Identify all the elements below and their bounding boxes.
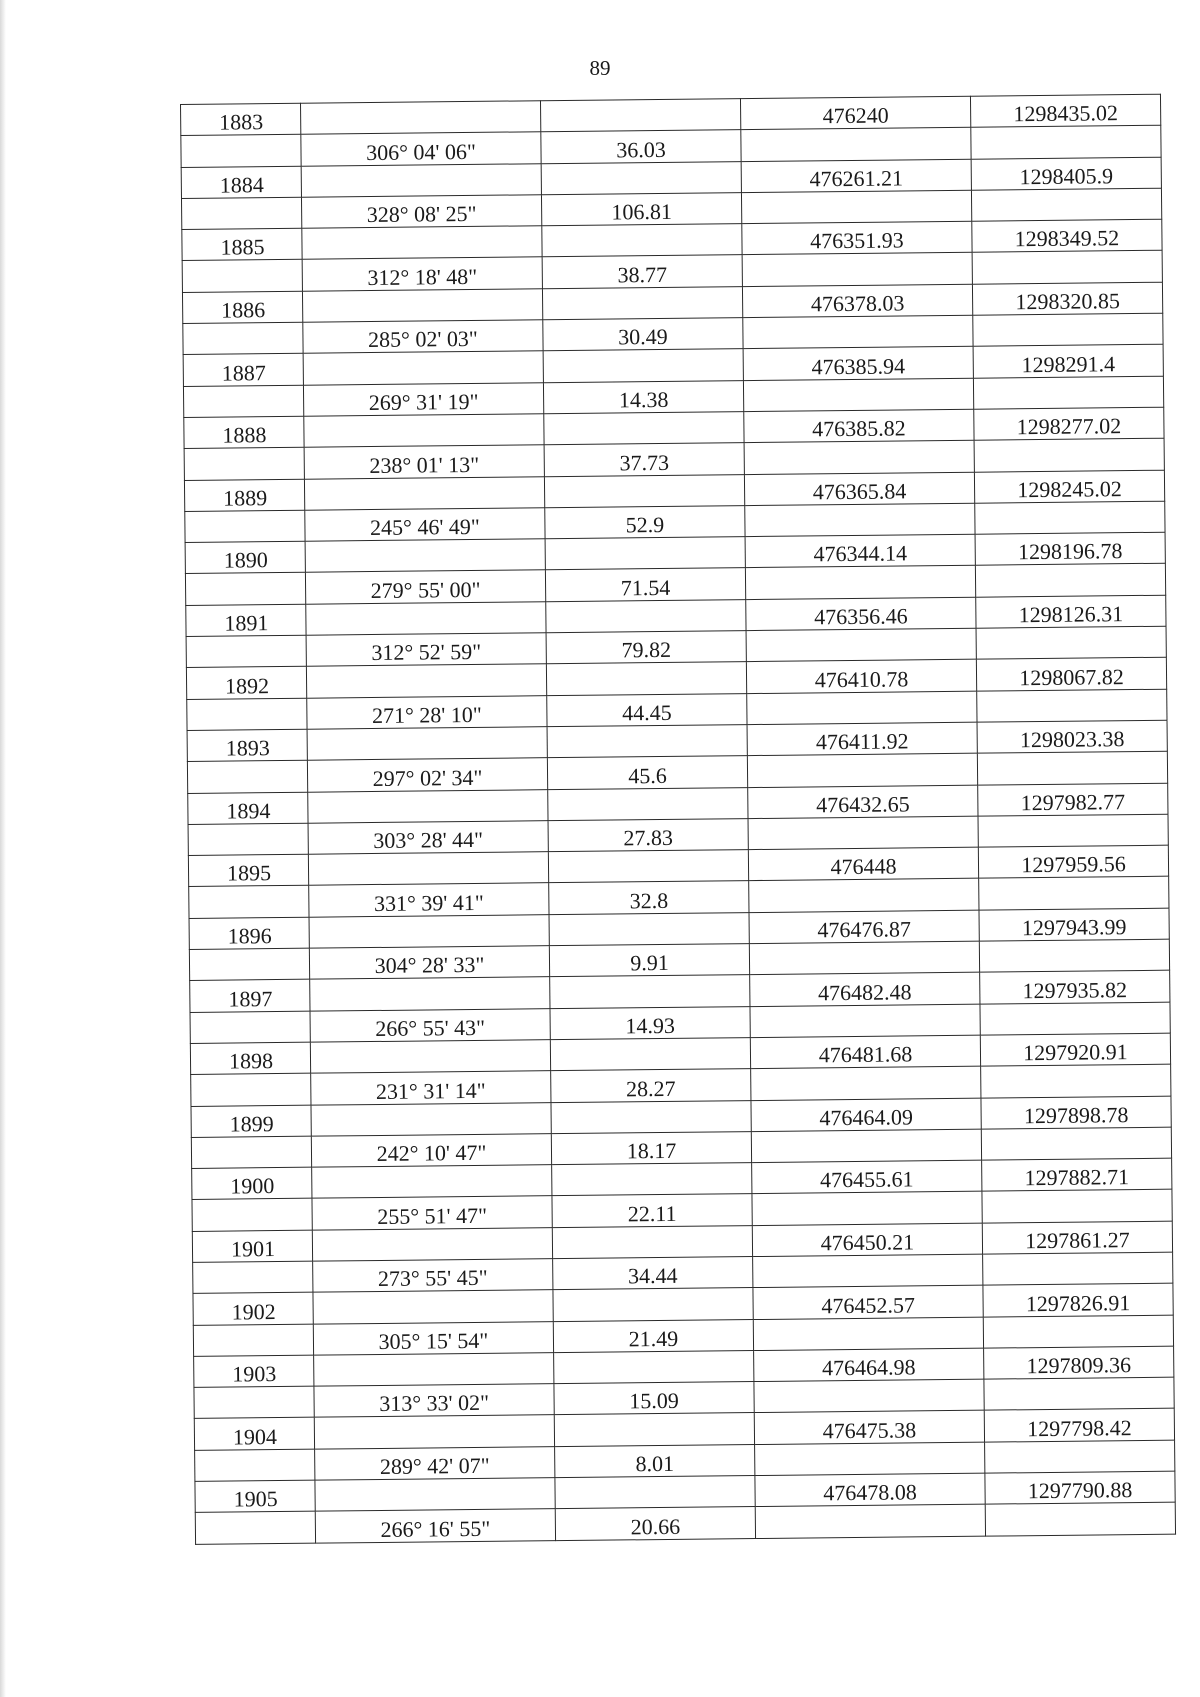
northing-cell-empty — [749, 941, 979, 975]
bearing-cell: 328° 08' 25" — [301, 195, 541, 229]
northing-cell-empty — [749, 879, 979, 913]
easting-cell: 1298435.02 — [970, 94, 1160, 127]
station-cell-empty — [181, 135, 301, 168]
easting-cell: 1297959.56 — [978, 845, 1168, 878]
station-cell-empty — [186, 635, 306, 668]
northing-cell: 476448 — [748, 847, 978, 881]
northing-cell-empty — [744, 440, 974, 474]
easting-cell: 1297882.71 — [982, 1158, 1172, 1191]
station-cell-empty — [181, 197, 301, 230]
easting-cell: 1297943.99 — [979, 908, 1169, 941]
easting-cell-empty — [972, 251, 1162, 284]
bearing-cell: 279° 55' 00" — [305, 570, 545, 604]
distance-cell-empty — [548, 787, 748, 820]
easting-cell-empty — [974, 438, 1164, 471]
easting-cell: 1298349.52 — [972, 219, 1162, 252]
distance-cell: 106.81 — [541, 193, 741, 226]
northing-cell: 476378.03 — [742, 284, 972, 318]
bearing-cell: 269° 31' 19" — [303, 382, 543, 416]
station-cell-empty — [191, 1136, 311, 1169]
bearing-cell: 245° 46' 49" — [305, 508, 545, 542]
northing-cell: 476261.21 — [741, 159, 971, 193]
station-cell: 1897 — [190, 980, 310, 1013]
station-cell: 1890 — [185, 541, 305, 574]
easting-cell-empty — [973, 313, 1163, 346]
northing-cell-empty — [751, 1066, 981, 1100]
station-cell-empty — [184, 447, 304, 480]
northing-cell-empty — [753, 1317, 983, 1351]
station-cell: 1884 — [181, 166, 301, 199]
distance-cell-empty — [540, 99, 740, 132]
bearing-cell: 242° 10' 47" — [311, 1133, 551, 1167]
bearing-cell-empty — [310, 1040, 550, 1074]
distance-cell-empty — [550, 1037, 750, 1070]
distance-cell-empty — [550, 975, 750, 1008]
distance-cell: 32.8 — [549, 881, 749, 914]
bearing-cell-empty — [313, 1290, 553, 1324]
bearing-cell-empty — [301, 163, 541, 197]
easting-cell-empty — [979, 939, 1169, 972]
station-cell: 1885 — [182, 228, 302, 261]
northing-cell-empty — [741, 190, 971, 224]
distance-cell: 14.93 — [550, 1006, 750, 1039]
bearing-cell-empty — [302, 288, 542, 322]
station-cell: 1904 — [194, 1418, 314, 1451]
bearing-cell-empty — [305, 539, 545, 573]
northing-cell: 476240 — [740, 96, 970, 130]
easting-cell: 1298245.02 — [974, 470, 1164, 503]
bearing-cell: 266° 55' 43" — [310, 1008, 550, 1042]
bearing-cell: 231° 31' 14" — [311, 1071, 551, 1105]
distance-cell-empty — [549, 912, 749, 945]
station-cell-empty — [185, 510, 305, 543]
station-cell-empty — [194, 1386, 314, 1419]
bearing-cell-empty — [310, 977, 550, 1011]
station-cell-empty — [195, 1512, 315, 1545]
northing-cell: 476365.84 — [744, 472, 974, 506]
easting-cell: 1297790.88 — [985, 1471, 1175, 1504]
easting-cell-empty — [980, 1002, 1170, 1035]
bearing-cell-empty — [314, 1353, 554, 1387]
bearing-cell-empty — [300, 101, 540, 135]
easting-cell: 1297826.91 — [983, 1283, 1173, 1316]
bearing-cell-empty — [315, 1478, 555, 1512]
distance-cell: 22.11 — [552, 1194, 752, 1227]
easting-cell: 1298291.4 — [973, 345, 1163, 378]
easting-cell: 1297920.91 — [980, 1033, 1170, 1066]
easting-cell-empty — [981, 1064, 1171, 1097]
distance-cell-empty — [541, 161, 741, 194]
northing-cell: 476356.46 — [746, 597, 976, 631]
easting-cell-empty — [973, 376, 1163, 409]
easting-cell-empty — [971, 126, 1161, 159]
station-cell: 1886 — [182, 291, 302, 324]
bearing-cell-empty — [304, 414, 544, 448]
easting-cell: 1298196.78 — [975, 532, 1165, 565]
northing-cell: 476481.68 — [750, 1035, 980, 1069]
northing-cell: 476410.78 — [746, 660, 976, 694]
station-cell-empty — [189, 948, 309, 981]
easting-cell: 1298277.02 — [974, 407, 1164, 440]
distance-cell-empty — [546, 599, 746, 632]
bearing-cell-empty — [308, 789, 548, 823]
distance-cell-empty — [547, 725, 747, 758]
northing-cell-empty — [755, 1442, 985, 1476]
distance-cell: 34.44 — [553, 1257, 753, 1290]
northing-cell: 476455.61 — [752, 1160, 982, 1194]
bearing-cell-empty — [314, 1415, 554, 1449]
station-cell-empty — [190, 1011, 310, 1044]
easting-cell: 1297982.77 — [978, 783, 1168, 816]
station-cell-empty — [187, 760, 307, 793]
easting-cell: 1297935.82 — [980, 970, 1170, 1003]
station-cell: 1902 — [193, 1292, 313, 1325]
northing-cell-empty — [751, 1129, 981, 1163]
bearing-cell-empty — [306, 664, 546, 698]
easting-cell: 1297861.27 — [982, 1221, 1172, 1254]
distance-cell: 79.82 — [546, 631, 746, 664]
station-cell: 1905 — [195, 1480, 315, 1513]
station-cell: 1900 — [192, 1167, 312, 1200]
distance-cell: 20.66 — [555, 1507, 755, 1540]
station-cell: 1901 — [192, 1230, 312, 1263]
station-cell: 1891 — [186, 604, 306, 637]
easting-cell-empty — [979, 877, 1169, 910]
bearing-cell: 297° 02' 34" — [307, 758, 547, 792]
northing-cell-empty — [750, 1004, 980, 1038]
station-cell-empty — [195, 1449, 315, 1482]
bearing-cell: 255° 51' 47" — [312, 1196, 552, 1230]
distance-cell: 45.6 — [547, 756, 747, 789]
station-cell: 1896 — [189, 917, 309, 950]
easting-cell: 1298405.9 — [971, 157, 1161, 190]
northing-cell-empty — [755, 1505, 985, 1539]
bearing-cell: 331° 39' 41" — [309, 883, 549, 917]
distance-cell: 36.03 — [541, 130, 741, 163]
station-cell: 1893 — [187, 729, 307, 762]
coordinate-table-body — [181, 94, 1176, 1544]
bearing-cell-empty — [307, 727, 547, 761]
northing-cell: 476464.98 — [754, 1348, 984, 1382]
easting-cell: 1297798.42 — [984, 1409, 1174, 1442]
easting-cell-empty — [975, 564, 1165, 597]
easting-cell: 1298126.31 — [976, 595, 1166, 628]
bearing-cell: 238° 01' 13" — [304, 445, 544, 479]
coordinate-table — [180, 94, 1176, 1545]
northing-cell-empty — [746, 628, 976, 662]
easting-cell-empty — [978, 814, 1168, 847]
northing-cell-empty — [745, 566, 975, 600]
station-cell: 1895 — [188, 854, 308, 887]
bearing-cell: 266° 16' 55" — [315, 1509, 555, 1543]
station-cell-empty — [183, 322, 303, 355]
northing-cell: 476475.38 — [754, 1411, 984, 1445]
easting-cell-empty — [982, 1190, 1172, 1223]
station-cell: 1898 — [190, 1042, 310, 1075]
easting-cell: 1298067.82 — [976, 658, 1166, 691]
distance-cell-empty — [544, 412, 744, 445]
northing-cell: 476385.94 — [743, 347, 973, 381]
station-cell-empty — [187, 698, 307, 731]
distance-cell-empty — [548, 850, 748, 883]
station-cell: 1888 — [184, 416, 304, 449]
bearing-cell: 304° 28' 33" — [309, 946, 549, 980]
station-cell-empty — [189, 886, 309, 919]
distance-cell-empty — [543, 349, 743, 382]
bearing-cell-empty — [312, 1165, 552, 1199]
distance-cell-empty — [552, 1163, 752, 1196]
distance-cell: 14.38 — [543, 380, 743, 413]
distance-cell: 9.91 — [549, 944, 749, 977]
bearing-cell-empty — [309, 914, 549, 948]
bearing-cell: 305° 15' 54" — [313, 1321, 553, 1355]
station-cell-empty — [183, 385, 303, 418]
bearing-cell: 285° 02' 03" — [303, 320, 543, 354]
northing-cell: 476432.65 — [748, 785, 978, 819]
station-cell: 1894 — [188, 792, 308, 825]
easting-cell-empty — [975, 501, 1165, 534]
bearing-cell: 312° 52' 59" — [306, 633, 546, 667]
easting-cell-empty — [984, 1377, 1174, 1410]
distance-cell-empty — [546, 662, 746, 695]
easting-cell-empty — [977, 689, 1167, 722]
station-cell-empty — [193, 1261, 313, 1294]
distance-cell-empty — [545, 537, 745, 570]
distance-cell: 30.49 — [543, 318, 743, 351]
easting-cell-empty — [983, 1315, 1173, 1348]
northing-cell: 476411.92 — [747, 722, 977, 756]
northing-cell-empty — [752, 1192, 982, 1226]
easting-cell-empty — [981, 1127, 1171, 1160]
northing-cell-empty — [747, 753, 977, 787]
northing-cell-empty — [745, 503, 975, 537]
distance-cell: 38.77 — [542, 255, 742, 288]
easting-cell-empty — [985, 1440, 1175, 1473]
northing-cell-empty — [747, 691, 977, 725]
easting-cell: 1298023.38 — [977, 720, 1167, 753]
bearing-cell-empty — [312, 1227, 552, 1261]
station-cell-empty — [182, 260, 302, 293]
northing-cell-empty — [753, 1254, 983, 1288]
northing-cell: 476478.08 — [755, 1473, 985, 1507]
bearing-cell: 303° 28' 44" — [308, 821, 548, 855]
station-cell-empty — [188, 823, 308, 856]
easting-cell-empty — [983, 1252, 1173, 1285]
distance-cell-empty — [554, 1350, 754, 1383]
station-cell: 1883 — [181, 103, 301, 136]
bearing-cell: 306° 04' 06" — [301, 132, 541, 166]
distance-cell: 28.27 — [551, 1069, 751, 1102]
northing-cell: 476464.09 — [751, 1098, 981, 1132]
bearing-cell-empty — [304, 476, 544, 510]
page-number: 89 — [589, 56, 611, 80]
bearing-cell-empty — [303, 351, 543, 385]
bearing-cell: 271° 28' 10" — [307, 695, 547, 729]
distance-cell: 21.49 — [553, 1319, 753, 1352]
northing-cell: 476482.48 — [750, 972, 980, 1006]
bearing-cell-empty — [311, 1102, 551, 1136]
distance-cell-empty — [542, 224, 742, 257]
distance-cell: 52.9 — [545, 505, 745, 538]
northing-cell: 476344.14 — [745, 534, 975, 568]
station-cell: 1889 — [184, 479, 304, 512]
distance-cell-empty — [554, 1413, 754, 1446]
bearing-cell: 289° 42' 07" — [315, 1446, 555, 1480]
distance-cell-empty — [542, 286, 742, 319]
distance-cell: 18.17 — [551, 1131, 751, 1164]
bearing-cell-empty — [308, 852, 548, 886]
northing-cell: 476450.21 — [752, 1223, 982, 1257]
station-cell-empty — [193, 1324, 313, 1357]
easting-cell-empty — [971, 188, 1161, 221]
northing-cell-empty — [742, 253, 972, 287]
northing-cell: 476351.93 — [742, 221, 972, 255]
bearing-cell-empty — [306, 601, 546, 635]
distance-cell-empty — [555, 1476, 755, 1509]
northing-cell-empty — [743, 378, 973, 412]
northing-cell: 476452.57 — [753, 1285, 983, 1319]
distance-cell-empty — [552, 1225, 752, 1258]
distance-cell: 44.45 — [547, 693, 747, 726]
northing-cell-empty — [743, 315, 973, 349]
bearing-cell-empty — [302, 226, 542, 260]
station-cell: 1899 — [191, 1105, 311, 1138]
northing-cell-empty — [754, 1379, 984, 1413]
scan-edge-shadow — [0, 0, 6, 1697]
easting-cell: 1298320.85 — [972, 282, 1162, 315]
easting-cell: 1297898.78 — [981, 1096, 1171, 1129]
bearing-cell: 312° 18' 48" — [302, 257, 542, 291]
easting-cell-empty — [976, 626, 1166, 659]
easting-cell-empty — [977, 751, 1167, 784]
easting-cell: 1297809.36 — [984, 1346, 1174, 1379]
northing-cell: 476476.87 — [749, 910, 979, 944]
station-cell-empty — [185, 573, 305, 606]
distance-cell-empty — [553, 1288, 753, 1321]
station-cell: 1903 — [194, 1355, 314, 1388]
easting-cell-empty — [985, 1503, 1175, 1536]
station-cell: 1887 — [183, 354, 303, 387]
distance-cell: 71.54 — [545, 568, 745, 601]
distance-cell-empty — [544, 474, 744, 507]
distance-cell: 15.09 — [554, 1382, 754, 1415]
distance-cell: 27.83 — [548, 818, 748, 851]
northing-cell-empty — [748, 816, 978, 850]
distance-cell: 8.01 — [555, 1444, 755, 1477]
station-cell-empty — [191, 1073, 311, 1106]
northing-cell: 476385.82 — [744, 409, 974, 443]
northing-cell-empty — [741, 128, 971, 162]
station-cell-empty — [192, 1199, 312, 1232]
distance-cell-empty — [551, 1100, 751, 1133]
bearing-cell: 273° 55' 45" — [313, 1259, 553, 1293]
distance-cell: 37.73 — [544, 443, 744, 476]
bearing-cell: 313° 33' 02" — [314, 1384, 554, 1418]
station-cell: 1892 — [186, 667, 306, 700]
